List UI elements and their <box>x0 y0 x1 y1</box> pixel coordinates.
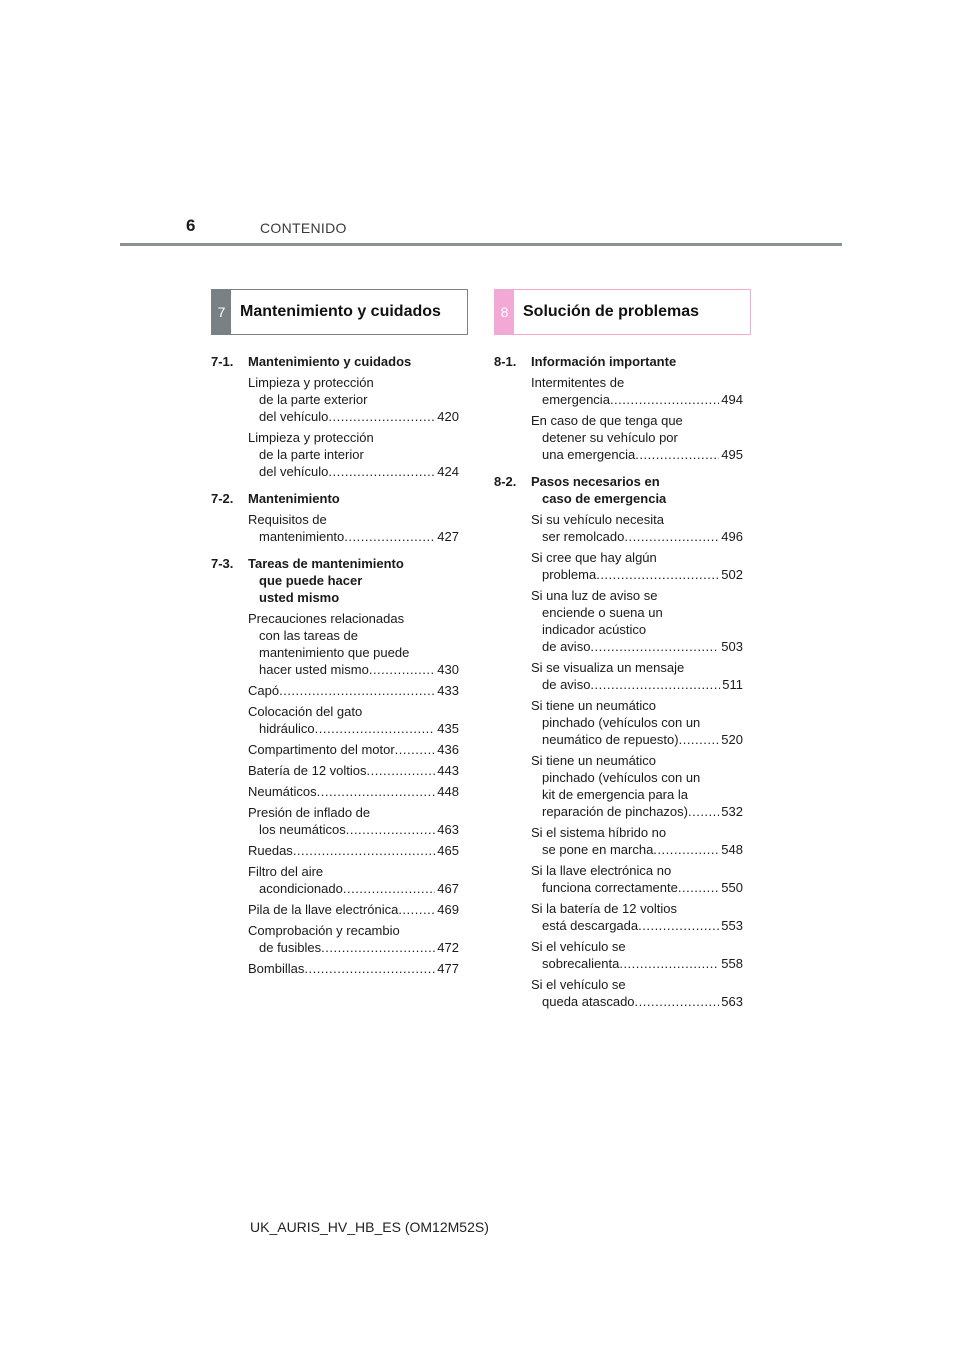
dot-leader <box>315 720 436 737</box>
toc-entry-text: Batería de 12 voltios <box>248 763 367 778</box>
toc-page-number: 433 <box>437 683 459 698</box>
toc-entry[interactable] <box>248 804 459 838</box>
toc-page-number: 494 <box>721 392 743 407</box>
toc-entry-text: Capó <box>248 683 280 698</box>
toc-entry[interactable] <box>531 976 743 1010</box>
chapter-title: Solución de problemas <box>523 303 700 320</box>
toc-entry-text: neumático de repuesto) <box>542 732 679 747</box>
toc-entry-line: En caso de que tenga que <box>531 413 683 428</box>
toc-entry-text: queda atascado <box>542 994 635 1009</box>
toc-page-number: 427 <box>437 529 459 544</box>
toc-entry-line: Si su vehículo necesita <box>531 512 664 527</box>
dot-leader <box>293 842 435 859</box>
dot-leader <box>653 841 719 858</box>
toc-entry-line: Si tiene un neumático <box>531 753 657 768</box>
dot-leader <box>624 528 719 545</box>
toc-entry-last-line <box>248 901 459 918</box>
toc-entry-last-line <box>531 638 743 655</box>
toc-entry-line: Si el sistema híbrido no <box>531 825 667 840</box>
toc-entry-text: una emergencia <box>542 447 636 462</box>
toc-entry-text: Pila de la llave electrónica <box>248 902 399 917</box>
toc-page-number: 443 <box>437 763 459 778</box>
section-heading <box>494 353 743 370</box>
toc-entry-last-line <box>248 939 459 956</box>
toc-page-number: 520 <box>721 732 743 747</box>
toc-entry[interactable] <box>531 862 743 896</box>
toc-entry-text: reparación de pinchazos) <box>542 804 688 819</box>
section-heading <box>494 473 743 507</box>
toc-page-number: 532 <box>721 804 743 819</box>
toc-entry-last-line <box>531 446 743 463</box>
dot-leader <box>328 463 435 480</box>
toc-page-number: 463 <box>437 822 459 837</box>
dot-leader <box>398 901 435 918</box>
toc-entry[interactable] <box>248 741 459 758</box>
toc-entry[interactable] <box>248 863 459 897</box>
toc-entry-text: los neumáticos <box>259 822 346 837</box>
toc-entry-last-line <box>248 682 459 699</box>
dot-leader <box>346 821 436 838</box>
dot-leader <box>679 731 720 748</box>
toc-page-number: 424 <box>437 464 459 479</box>
toc-entry-line: Si el vehículo se <box>531 977 626 992</box>
section-title-line: Información importante <box>531 354 677 369</box>
dot-leader <box>343 880 435 897</box>
page-number: 6 <box>186 216 196 235</box>
toc-entry[interactable] <box>531 938 743 972</box>
dot-leader <box>395 741 436 758</box>
toc-entry[interactable] <box>248 429 459 480</box>
dot-leader <box>610 391 719 408</box>
toc-entry-line: indicador acústico <box>542 622 647 637</box>
toc-entry-last-line <box>531 955 743 972</box>
toc-entry-text: problema <box>542 567 597 582</box>
toc-entry[interactable] <box>248 703 459 737</box>
section-heading <box>211 353 459 370</box>
toc-entry-last-line <box>531 879 743 896</box>
toc-entry-last-line <box>531 528 743 545</box>
toc-entry-last-line <box>248 842 459 859</box>
toc-entry-last-line <box>248 720 459 737</box>
section-title-line: Mantenimiento <box>248 491 340 506</box>
document-code: UK_AURIS_HV_HB_ES (OM12M52S) <box>250 1219 489 1235</box>
toc-entry-text: Compartimento del motor <box>248 742 395 757</box>
dot-leader <box>635 446 719 463</box>
dot-leader <box>304 960 435 977</box>
toc-entry-text: de aviso <box>542 677 591 692</box>
toc-entry-text: ser remolcado <box>542 529 625 544</box>
toc-entry[interactable] <box>248 901 459 918</box>
section-heading <box>211 490 459 507</box>
toc-entry-last-line <box>531 731 743 748</box>
toc-entry-last-line <box>248 960 459 977</box>
chapter-number-tab: 7 <box>212 290 231 334</box>
toc-entry-text: se pone en marcha <box>542 842 654 857</box>
toc-entry-line: Si la llave electrónica no <box>531 863 672 878</box>
dot-leader <box>688 803 719 820</box>
section-number: 7-1. <box>211 354 234 369</box>
section-number: 7-3. <box>211 556 234 571</box>
section-title-line: Tareas de mantenimiento <box>248 556 404 571</box>
toc-entry-line: detener su vehículo por <box>542 430 678 445</box>
toc-entry[interactable] <box>248 511 459 545</box>
header-divider <box>120 243 842 246</box>
toc-entry-line: Si cree que hay algún <box>531 550 657 565</box>
toc-entry-line: Requisitos de <box>248 512 327 527</box>
toc-entry[interactable] <box>531 659 743 693</box>
toc-entry[interactable] <box>248 610 459 678</box>
toc-entry-last-line <box>248 821 459 838</box>
toc-page-number: 472 <box>437 940 459 955</box>
toc-page-number: 448 <box>437 784 459 799</box>
section-number: 8-1. <box>494 354 517 369</box>
toc-entry-last-line <box>531 676 743 693</box>
toc-entry-last-line <box>531 993 743 1010</box>
toc-entry-line: Limpieza y protección <box>248 375 374 390</box>
toc-entry-last-line <box>248 880 459 897</box>
toc-page-number: 467 <box>437 881 459 896</box>
toc-entry-text: funciona correctamente <box>542 880 678 895</box>
dot-leader <box>369 661 435 678</box>
dot-leader <box>317 783 436 800</box>
toc-entry-last-line <box>531 391 743 408</box>
toc-page-number: 511 <box>722 677 743 692</box>
section-title-line: usted mismo <box>259 590 340 605</box>
toc-entry-last-line <box>531 803 743 820</box>
toc-entry-last-line <box>248 408 459 425</box>
toc-page-number: 558 <box>721 956 743 971</box>
chapter-title: Mantenimiento y cuidados <box>240 303 441 320</box>
toc-column-left <box>211 353 459 981</box>
toc-page-number: 548 <box>721 842 743 857</box>
section-number: 7-2. <box>211 491 234 506</box>
toc-entry[interactable] <box>248 783 459 800</box>
toc-entry-line: Filtro del aire <box>248 864 324 879</box>
dot-leader <box>635 993 720 1010</box>
dot-leader <box>596 566 719 583</box>
dot-leader <box>590 638 719 655</box>
toc-entry-line: kit de emergencia para la <box>542 787 688 802</box>
toc-entry[interactable] <box>531 752 743 820</box>
chapter-7-heading <box>211 289 468 335</box>
toc-entry-last-line <box>531 841 743 858</box>
toc-page-number: 503 <box>721 639 743 654</box>
toc-entry-text: Neumáticos <box>248 784 317 799</box>
chapter-number-tab: 8 <box>495 290 514 334</box>
section-title-line: caso de emergencia <box>542 491 667 506</box>
page-header-title: CONTENIDO <box>260 220 347 236</box>
section-title <box>531 353 743 370</box>
toc-page-number: 469 <box>437 902 459 917</box>
toc-entry-line: con las tareas de <box>259 628 359 643</box>
toc-entry[interactable] <box>531 412 743 463</box>
toc-entry-text: mantenimiento <box>259 529 345 544</box>
toc-entry-line: pinchado (vehículos con un <box>542 715 701 730</box>
toc-entry[interactable] <box>531 900 743 934</box>
toc-entry-line: Presión de inflado de <box>248 805 371 820</box>
dot-leader <box>590 676 720 693</box>
dot-leader <box>619 955 719 972</box>
toc-entry-text: del vehículo <box>259 464 329 479</box>
toc-entry-text: de fusibles <box>259 940 322 955</box>
toc-entry-last-line <box>248 741 459 758</box>
toc-page-number: 502 <box>721 567 743 582</box>
section-title-line: que puede hacer <box>259 573 363 588</box>
dot-leader <box>344 528 435 545</box>
toc-entry-line: Colocación del gato <box>248 704 363 719</box>
toc-entry[interactable] <box>248 922 459 956</box>
toc-entry[interactable] <box>531 374 743 408</box>
toc-entry-text: está descargada <box>542 918 639 933</box>
toc-page-number: 436 <box>437 742 459 757</box>
dot-leader <box>321 939 435 956</box>
toc-page-number: 496 <box>721 529 743 544</box>
toc-page-number: 550 <box>721 880 743 895</box>
toc-entry-text: emergencia <box>542 392 610 407</box>
toc-entry-text: Ruedas <box>248 843 293 858</box>
toc-entry-last-line <box>531 917 743 934</box>
toc-page-number: 435 <box>437 721 459 736</box>
chapter-8-heading <box>494 289 751 335</box>
toc-entry[interactable] <box>531 697 743 748</box>
section-title-line: Pasos necesarios en <box>531 474 660 489</box>
dot-leader <box>367 762 436 779</box>
section-title <box>531 473 743 507</box>
toc-entry-line: Limpieza y protección <box>248 430 374 445</box>
toc-entry-last-line <box>248 528 459 545</box>
toc-entry-line: Si se visualiza un mensaje <box>531 660 685 675</box>
toc-entry-text: del vehículo <box>259 409 329 424</box>
toc-entry-text: hacer usted mismo <box>259 662 369 677</box>
toc-entry[interactable] <box>248 842 459 859</box>
toc-entry[interactable] <box>248 960 459 977</box>
toc-page-number: 553 <box>721 918 743 933</box>
toc-entry-line: de la parte interior <box>259 447 364 462</box>
toc-entry[interactable] <box>531 824 743 858</box>
toc-column-right <box>494 353 743 1014</box>
toc-entry-text: hidráulico <box>259 721 315 736</box>
toc-entry-line: Si el vehículo se <box>531 939 626 954</box>
toc-entry-text: de aviso <box>542 639 591 654</box>
section-title <box>248 555 459 606</box>
toc-entry-line: Precauciones relacionadas <box>248 611 405 626</box>
toc-entry-line: Si la batería de 12 voltios <box>531 901 677 916</box>
dot-leader <box>328 408 435 425</box>
toc-page-number: 563 <box>721 994 743 1009</box>
toc-entry-line: Comprobación y recambio <box>248 923 400 938</box>
dot-leader <box>638 917 719 934</box>
section-title <box>248 490 459 507</box>
dot-leader <box>279 682 435 699</box>
toc-entry[interactable] <box>248 762 459 779</box>
section-heading <box>211 555 459 606</box>
section-title <box>248 353 459 370</box>
toc-entry-line: de la parte exterior <box>259 392 368 407</box>
toc-page-number: 430 <box>437 662 459 677</box>
toc-entry-last-line <box>248 783 459 800</box>
toc-page-number: 420 <box>437 409 459 424</box>
toc-entry-text: Bombillas <box>248 961 305 976</box>
toc-entry-line: enciende o suena un <box>542 605 663 620</box>
toc-entry-last-line <box>248 463 459 480</box>
toc-entry-line: Si una luz de aviso se <box>531 588 658 603</box>
toc-entry[interactable] <box>531 549 743 583</box>
toc-entry-text: acondicionado <box>259 881 343 896</box>
toc-page-number: 465 <box>437 843 459 858</box>
section-title-line: Mantenimiento y cuidados <box>248 354 412 369</box>
toc-entry[interactable] <box>531 511 743 545</box>
toc-entry-line: pinchado (vehículos con un <box>542 770 701 785</box>
toc-entry-line: mantenimiento que puede <box>259 645 410 660</box>
dot-leader <box>678 879 719 896</box>
toc-entry-line: Intermitentes de <box>531 375 625 390</box>
toc-entry-text: sobrecalienta <box>542 956 620 971</box>
toc-entry-last-line <box>531 566 743 583</box>
toc-page-number: 477 <box>437 961 459 976</box>
toc-entry[interactable] <box>531 587 743 655</box>
toc-entry-last-line <box>248 762 459 779</box>
toc-entry-line: Si tiene un neumático <box>531 698 657 713</box>
toc-entry-last-line <box>248 661 459 678</box>
toc-entry[interactable] <box>248 374 459 425</box>
section-number: 8-2. <box>494 474 517 489</box>
toc-entry[interactable] <box>248 682 459 699</box>
toc-page-number: 495 <box>721 447 743 462</box>
